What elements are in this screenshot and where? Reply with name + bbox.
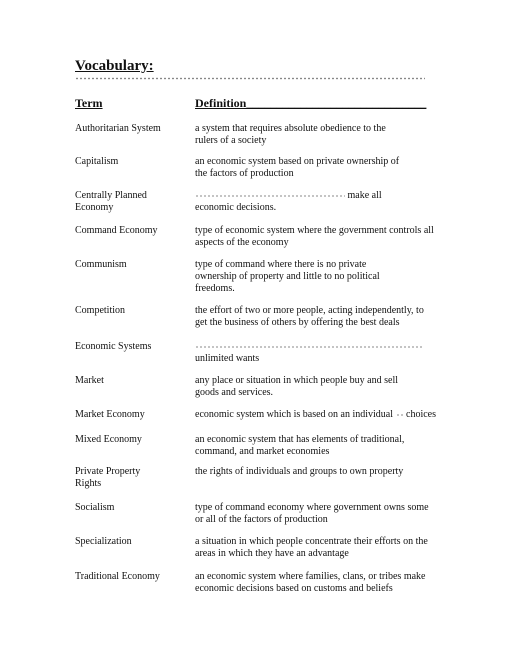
definition: an economic system that has elements of traditional, command, and market economies [195,434,405,457]
term: Authoritarian System [75,123,161,134]
term: Mixed Economy [75,434,142,445]
definition: an economic system where families, clans, or tribes make economic decisions based on customs and beliefs [195,571,426,594]
definition: economic system which is based on an individual choices [195,409,437,420]
term: Command Economy [75,225,158,236]
definition-column-header: Definition______________________________ [195,96,427,110]
definition: the effort of two or more people, acting independently, to get the business of others by offering the best deals [195,305,424,328]
term: Market Economy [75,409,145,420]
faded-text [195,344,423,350]
definition: a system that requires absolute obedience to the rulers of a society [195,123,386,146]
term: Capitalism [75,156,119,167]
faded-text [396,412,404,418]
faded-text [195,193,345,199]
definition: the rights of individuals and groups to own property [195,466,404,477]
term: Specialization [75,536,132,547]
definition: a situation in which people concentrate their efforts on the areas in which they have an advantage [195,536,428,559]
definition: unlimited wants [195,341,440,365]
term: Socialism [75,502,115,513]
page-title: Vocabulary: [75,58,154,74]
term: Economic Systems [75,341,152,352]
term: Market [75,375,104,386]
faded-subtitle-line [75,76,425,81]
definition: type of command economy where government owns some or all of the factors of production [195,502,429,525]
definition: type of economic system where the government controls all aspects of the economy [195,225,434,248]
term: Private Property Rights [75,466,141,489]
term: Traditional Economy [75,571,160,582]
term: Centrally Planned Economy [75,190,147,213]
definition: make all economic decisions. [195,190,382,213]
definition: type of command where there is no private ownership of property and little to no political freedoms. [195,259,380,294]
term-column-header: Term [75,96,103,110]
term: Competition [75,305,125,316]
term: Communism [75,259,127,270]
definition: any place or situation in which people buy and sell goods and services. [195,375,399,398]
definition: an economic system based on private ownership of the factors of production [195,156,400,179]
